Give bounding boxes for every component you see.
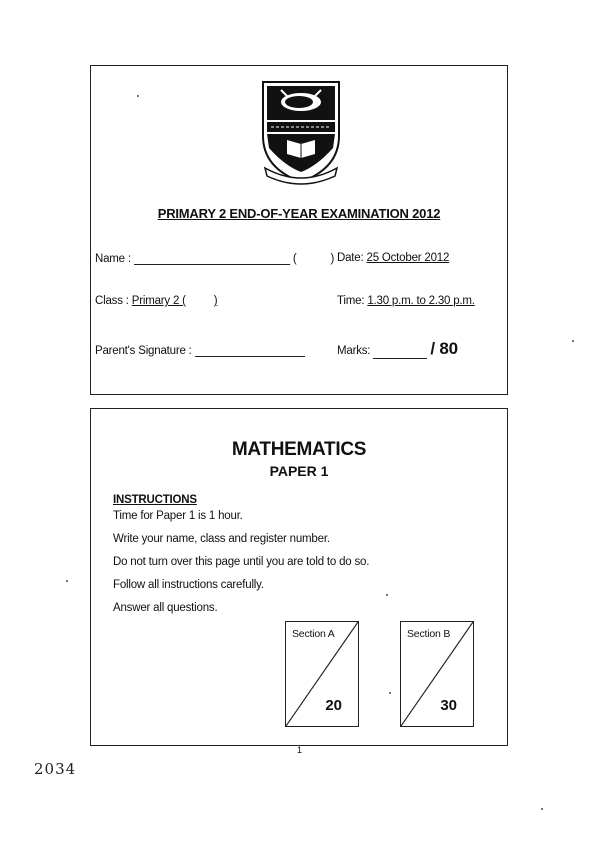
scan-speck [386, 594, 388, 596]
exam-instructions-box [90, 408, 508, 746]
date-field-row [337, 252, 449, 264]
scan-speck [572, 340, 574, 342]
section-b-marks: 30 [440, 697, 457, 714]
time-label: Time: [337, 295, 365, 307]
section-a-marks: 20 [325, 697, 342, 714]
exam-header-box [90, 65, 508, 395]
scan-speck [137, 95, 139, 97]
section-b-score-box [400, 621, 474, 727]
exam-title: PRIMARY 2 END-OF-YEAR EXAMINATION 2012 [157, 206, 441, 221]
marks-label: Marks: [337, 345, 371, 357]
register-paren-close: ) [330, 253, 335, 265]
instruction-line: Follow all instructions carefully. [113, 579, 264, 591]
section-b-label: Section B [407, 628, 451, 640]
name-label: Name : [95, 253, 131, 265]
parent-signature-label: Parent's Signature : [95, 345, 192, 357]
instruction-line: Do not turn over this page until you are told to do so. [113, 556, 370, 568]
section-a-score-box [285, 621, 359, 727]
instructions-heading: INSTRUCTIONS [113, 494, 197, 506]
marks-total: / 80 [430, 339, 458, 358]
instruction-line: Write your name, class and register number. [113, 533, 330, 545]
scan-speck [66, 580, 68, 582]
class-label: Class : [95, 295, 129, 307]
time-value: 1.30 p.m. to 2.30 p.m. [367, 295, 475, 307]
instruction-line: Time for Paper 1 is 1 hour. [113, 510, 243, 522]
subject-title: MATHEMATICS [231, 439, 367, 460]
name-blank [134, 252, 290, 265]
register-paren-open: ( [292, 253, 297, 265]
section-a-label: Section A [292, 628, 335, 640]
parent-signature-row [95, 344, 305, 357]
class-field-row [95, 295, 217, 307]
instruction-line: Answer all questions. [113, 602, 218, 614]
date-value: 25 October 2012 [366, 252, 450, 264]
marks-row [337, 339, 458, 359]
paper-title: PAPER 1 [269, 463, 329, 479]
parent-signature-blank [195, 344, 305, 357]
school-crest-icon [257, 76, 345, 188]
date-label: Date: [337, 252, 364, 264]
class-value: Primary 2 ( ) [131, 295, 218, 307]
name-field-row [95, 252, 334, 265]
scan-speck [389, 692, 391, 694]
page-number: 1 [297, 745, 303, 755]
scan-speck [541, 808, 543, 810]
handwritten-note: 2034 [34, 760, 77, 778]
marks-blank [373, 346, 427, 359]
time-field-row [337, 295, 475, 307]
